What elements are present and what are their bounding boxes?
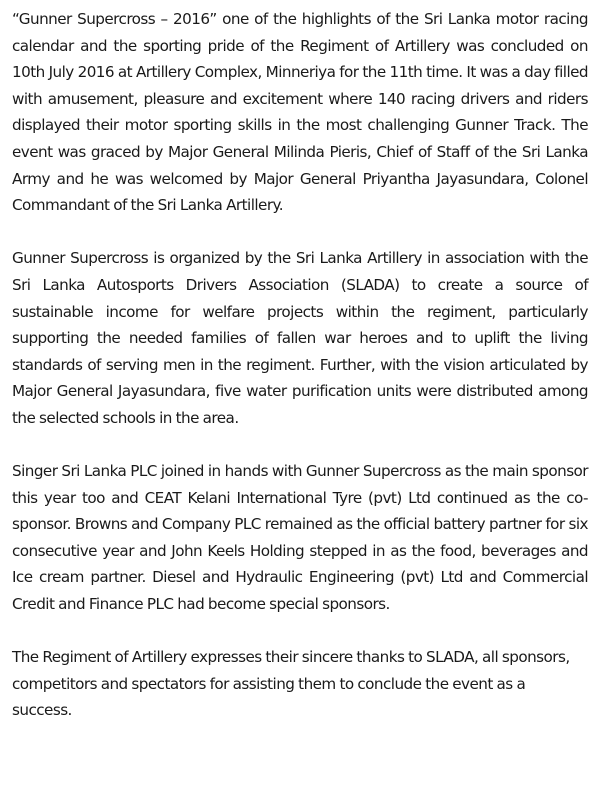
article-paragraph-2: Gunner Supercross is organized by the Sri Lanka Artillery in association with the Sri Lanka Autosports Drivers Association (SLADA) to create a source of sustainable income for welfare projects within the regiment, particularly supporting the needed families of fallen war heroes and to uplift the living standards of serving men in the regiment. Further, with the vision articulated by Major General Jayasundara, five water purification units were distributed among the selected schools in the area. (12, 249, 588, 427)
article-paragraph-4: The Regiment of Artillery expresses their sincere thanks to SLADA, all sponsors, competitors and spectators for assisting them to conclude the event as a success. (12, 648, 570, 720)
article-paragraph-3: Singer Sri Lanka PLC joined in hands with Gunner Supercross as the main sponsor this year too and CEAT Kelani International Tyre (pvt) Ltd continued as the co-sponsor. Browns and Company PLC remained as the official battery partner for six consecutive year and John Keels Holding stepped in as the food, beverages and Ice cream partner. Diesel and Hydraulic Engineering (pvt) Ltd and Commercial Credit and Finance PLC had become special sponsors. (12, 462, 588, 614)
article-paragraph-1: “Gunner Supercross – 2016” one of the highlights of the Sri Lanka motor racing calendar and the sporting pride of the Regiment of Artillery was concluded on 10th July 2016 at Artillery Complex, Minneriya for the 11th time. It was a day filled with amusement, pleasure and excitement where 140 racing drivers and riders displayed their motor sporting skills in the most challenging Gunner Track. The event was graced by Major General Milinda Pieris, Chief of Staff of the Sri Lanka Army and he was welcomed by Major General Priyantha Jayasundara, Colonel Commandant of the Sri Lanka Artillery. (12, 10, 588, 215)
